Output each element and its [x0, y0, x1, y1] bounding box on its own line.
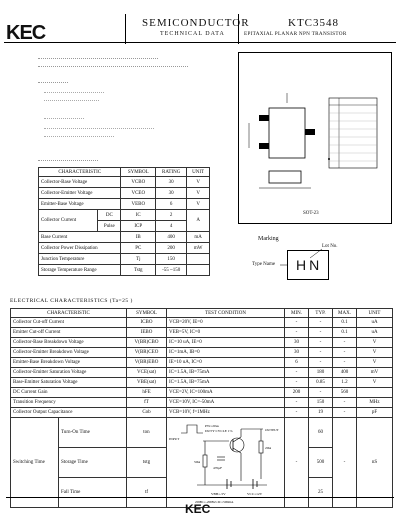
table-row: Pulse ICP 4 — [39, 221, 210, 232]
table-row: Switching Time Turn-On Time ton PW=20us DUTY CYCLE 1% INPUT OUTPUT 50Ω 20Ω 470μF VBB=-5V VCC=12V 20IB1=-20IB2=IC=500mA - 60 - nS — [11, 418, 393, 448]
table-row: Emitter-Base Breakdown Voltage V(BR)EBO IE=10 uA, IC=0 6 - - V — [11, 358, 393, 368]
table-row: DC Current Gain hFE VCE=2V, IC=100mA 200 - 560 — [11, 388, 393, 398]
footer-rule — [6, 497, 394, 498]
header-rule — [4, 42, 396, 43]
feature-line — [44, 100, 99, 101]
package-name: SOT-23 — [303, 211, 319, 216]
application-line — [38, 66, 188, 67]
circuit-vbb-label: VBB=-5V — [211, 491, 226, 496]
technical-data-subtitle: TECHNICAL DATA — [160, 31, 225, 37]
footer-kec-logo: KEC — [185, 502, 211, 516]
circuit-cap-label: 470μF — [213, 465, 223, 470]
table-row: Collector-Base Breakdown Voltage V(BR)CBO IC=10 uA, IE=0 30 - - V — [11, 338, 393, 348]
type-name-label: Type Name — [252, 262, 276, 267]
table-row: Collector Current DC IC 2 A — [39, 210, 210, 221]
table-row: Fall Time tf 25 — [11, 478, 393, 508]
table-row: Base Current IB 400 mA — [39, 232, 210, 243]
feature-line — [44, 92, 104, 93]
header-divider-left — [125, 14, 126, 44]
switching-time-group: Switching Time — [11, 418, 59, 508]
part-number: KTC3548 — [288, 17, 339, 29]
marking-code: HN — [296, 257, 323, 273]
max-ratings-heading — [38, 160, 98, 161]
col-header: MIN. — [285, 309, 309, 318]
table-row: Emitter-Base Voltage VEBO 6 V — [39, 199, 210, 210]
col-header: SYMBOL — [121, 168, 156, 177]
circuit-r1-label: 50Ω — [194, 459, 201, 464]
application-line — [38, 58, 158, 59]
max-ratings-table — [38, 167, 210, 276]
header-divider-right — [238, 14, 239, 44]
circuit-vcc-label: VCC=12V — [247, 491, 263, 496]
semiconductor-title: SEMICONDUCTOR — [142, 17, 250, 29]
col-header: UNIT — [187, 168, 210, 177]
table-row: Junction Temperature Tj 150 — [39, 254, 210, 265]
feature-line — [44, 136, 114, 137]
table-row: Storage Temperature Range Tstg -55 ~150 — [39, 265, 210, 276]
feature-line — [44, 118, 84, 119]
col-header: MAX. — [333, 309, 357, 318]
table-row: Emitter Cut-off Current IEBO VEB=5V, IC=0 - - 0.1 uA — [11, 328, 393, 338]
package-outline-box — [238, 52, 392, 224]
table-row: Collector Power Dissipation PC 200 mW — [39, 243, 210, 254]
circuit-duty-label: DUTY CYCLE 1% — [205, 428, 233, 433]
marking-leaders — [270, 244, 350, 284]
col-header: SYMBOL — [127, 309, 167, 318]
circuit-input-label: INPUT — [169, 436, 180, 441]
col-header: TEST CONDITION — [167, 309, 285, 318]
circuit-r2-label: 20Ω — [265, 445, 272, 450]
table-row: Collector-Emitter Breakdown Voltage V(BR)CEO IC=1mA, IB=0 30 - - V — [11, 348, 393, 358]
device-type: EPITAXIAL PLANAR NPN TRANSISTOR — [244, 31, 347, 37]
elec-char-title: ELECTRICAL CHARACTERISTICS (Ta=25 ) — [10, 298, 133, 304]
col-header: CHARACTERISTIC — [11, 309, 127, 318]
feature-line — [44, 128, 154, 129]
lot-no-label: Lot No. — [322, 244, 338, 249]
kec-logo: KEC — [6, 22, 46, 44]
switching-test-circuit — [167, 418, 285, 508]
col-header: UNIT — [357, 309, 393, 318]
col-header: RATING — [156, 168, 187, 177]
circuit-ib-label: 20IB1=-20IB2=IC=500mA — [195, 499, 234, 504]
package-drawing — [239, 53, 391, 223]
test-circuit-diagram — [167, 419, 285, 507]
features-heading — [38, 82, 68, 83]
table-row: Transition Frequency fT VCE=10V, IC=-50mA - 150 - MHz — [11, 398, 393, 408]
table-row: Base-Emitter Saturation Voltage VBE(sat) IC=1.5A, IB=75mA - 0.85 1.2 V — [11, 378, 393, 388]
elec-char-table — [10, 308, 393, 508]
col-header: CHARACTERISTIC — [39, 168, 121, 177]
table-row: Collector-Emitter Voltage VCEO 30 V — [39, 188, 210, 199]
table-row: Collector Output Capacitance Cob VCB=10V, f=1MHz - 19 - pF — [11, 408, 393, 418]
table-row: Collector-Emitter Saturation Voltage VCE(sat) IC=1.5A, IB=75mA - 180 400 mV — [11, 368, 393, 378]
circuit-pw-label: PW=20us — [205, 423, 219, 428]
table-row: Collector Cut-off Current ICBO VCB=20V, IE=0 - - 0.1 uA — [11, 318, 393, 328]
table-row: Collector-Base Voltage VCBO 30 V — [39, 177, 210, 188]
circuit-output-label: OUTPUT — [265, 427, 279, 432]
marking-title: Marking — [258, 236, 279, 242]
table-row: Storage Time tstg 500 — [11, 448, 393, 478]
col-header: TYP. — [309, 309, 333, 318]
